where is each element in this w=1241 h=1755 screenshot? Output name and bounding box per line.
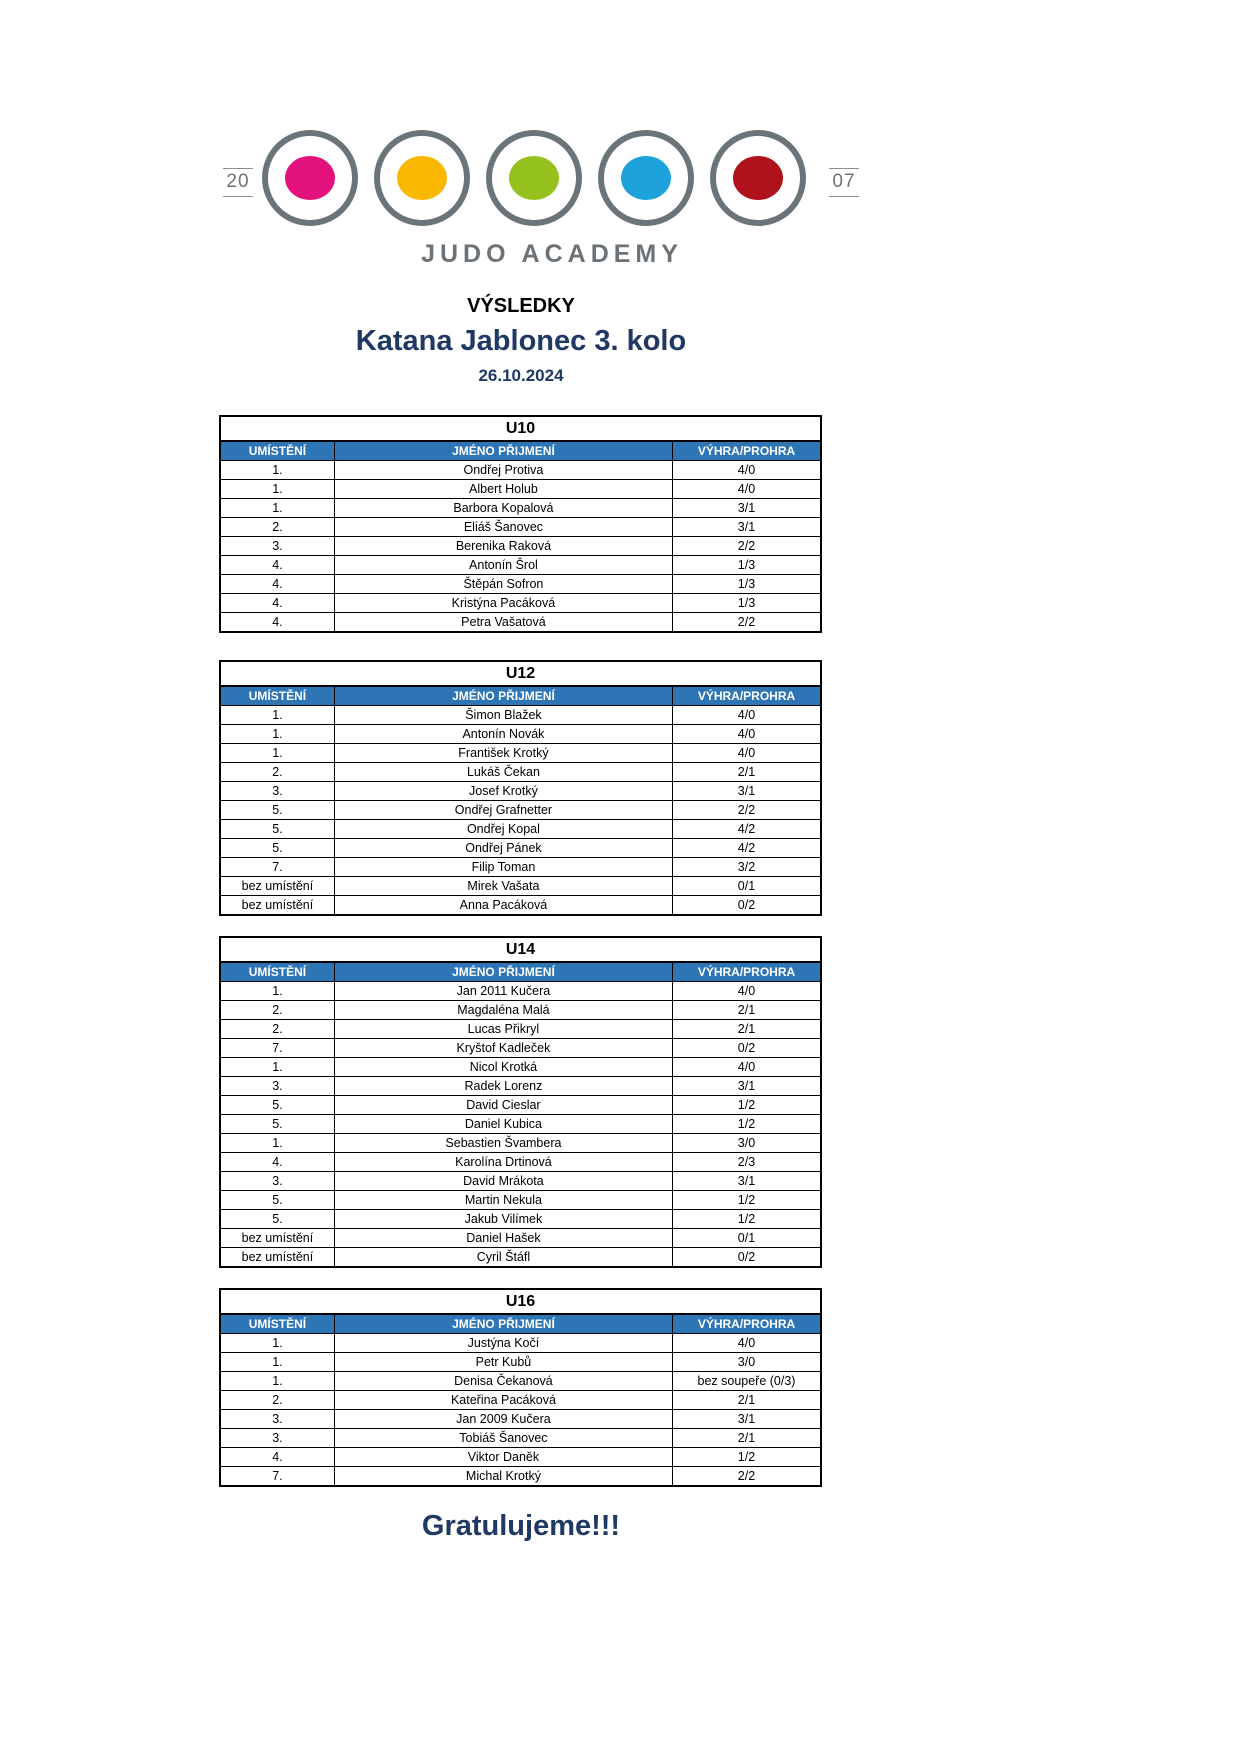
table-row bbox=[220, 461, 821, 480]
cell-place: 5. bbox=[220, 1210, 334, 1229]
logo-year-left: 20 bbox=[222, 168, 254, 197]
table-row bbox=[220, 1210, 821, 1229]
cell-place: 5. bbox=[220, 1115, 334, 1134]
event-title: Katana Jablonec 3. kolo bbox=[355, 325, 687, 357]
cell-score: 1/2 bbox=[673, 1191, 822, 1210]
cell-place: 4. bbox=[220, 575, 334, 594]
cell-place: 5. bbox=[220, 820, 334, 839]
cell-place: 3. bbox=[220, 537, 334, 556]
cell-place: bez umístění bbox=[220, 877, 334, 896]
table-row bbox=[220, 1229, 821, 1248]
cell-name: Jan 2011 Kučera bbox=[334, 982, 672, 1001]
column-header-name: JMÉNO PŘIJMENÍ bbox=[334, 962, 672, 982]
cell-name: Michal Krotký bbox=[334, 1467, 672, 1487]
cell-name: Ondřej Pánek bbox=[334, 839, 672, 858]
column-header-place: UMÍSTĚNÍ bbox=[220, 962, 334, 982]
cell-name: Jakub Vilímek bbox=[334, 1210, 672, 1229]
table-row bbox=[220, 1372, 821, 1391]
cell-name: Josef Krotký bbox=[334, 782, 672, 801]
table-row bbox=[220, 982, 821, 1001]
cell-score: 3/0 bbox=[673, 1353, 822, 1372]
table-row bbox=[220, 1353, 821, 1372]
cell-score: 2/2 bbox=[673, 801, 822, 820]
cell-name: David Mrákota bbox=[334, 1172, 672, 1191]
results-table-u12 bbox=[219, 660, 822, 916]
cell-name: Martin Nekula bbox=[334, 1191, 672, 1210]
cell-name: Lucas Přikryl bbox=[334, 1020, 672, 1039]
cell-place: 7. bbox=[220, 858, 334, 877]
cell-score: 2/3 bbox=[673, 1153, 822, 1172]
cell-place: 5. bbox=[220, 1191, 334, 1210]
cell-name: Kryštof Kadleček bbox=[334, 1039, 672, 1058]
cell-score: 2/1 bbox=[673, 1391, 822, 1410]
table-row bbox=[220, 1172, 821, 1191]
cell-score: 4/0 bbox=[673, 1058, 822, 1077]
cell-score: 4/0 bbox=[673, 725, 822, 744]
logo-ring-green bbox=[486, 130, 582, 226]
cell-score: 3/2 bbox=[673, 858, 822, 877]
cell-score: 2/2 bbox=[673, 613, 822, 633]
table-row bbox=[220, 556, 821, 575]
cell-place: 4. bbox=[220, 613, 334, 633]
cell-score: 3/1 bbox=[673, 782, 822, 801]
table-row bbox=[220, 1020, 821, 1039]
cell-name: Denisa Čekanová bbox=[334, 1372, 672, 1391]
cell-score: 0/2 bbox=[673, 1248, 822, 1268]
cell-name: Antonín Šrol bbox=[334, 556, 672, 575]
cell-place: 3. bbox=[220, 1410, 334, 1429]
cell-place: 3. bbox=[220, 1429, 334, 1448]
cell-name: Anna Pacáková bbox=[334, 896, 672, 916]
category-title: U12 bbox=[220, 661, 821, 686]
cell-place: 7. bbox=[220, 1039, 334, 1058]
cell-score: 0/1 bbox=[673, 877, 822, 896]
cell-score: 3/1 bbox=[673, 1077, 822, 1096]
table-row bbox=[220, 613, 821, 633]
cell-score: 2/2 bbox=[673, 537, 822, 556]
results-subtitle: VÝSLEDKY bbox=[467, 295, 575, 317]
judo-academy-logo bbox=[222, 128, 872, 278]
table-row bbox=[220, 896, 821, 916]
cell-score: 1/2 bbox=[673, 1096, 822, 1115]
table-row bbox=[220, 537, 821, 556]
cell-score: 4/2 bbox=[673, 839, 822, 858]
cell-score: 1/2 bbox=[673, 1115, 822, 1134]
cell-score: 0/1 bbox=[673, 1229, 822, 1248]
logo-text: JUDO ACADEMY bbox=[421, 240, 683, 268]
column-header-name: JMÉNO PŘIJMENÍ bbox=[334, 441, 672, 461]
cell-name: Barbora Kopalová bbox=[334, 499, 672, 518]
cell-name: Petr Kubů bbox=[334, 1353, 672, 1372]
cell-place: 2. bbox=[220, 1391, 334, 1410]
cell-name: Karolína Drtinová bbox=[334, 1153, 672, 1172]
cell-score: 4/0 bbox=[673, 982, 822, 1001]
cell-name: Tobiáš Šanovec bbox=[334, 1429, 672, 1448]
cell-name: Sebastien Švambera bbox=[334, 1134, 672, 1153]
cell-place: 1. bbox=[220, 499, 334, 518]
cell-name: Albert Holub bbox=[334, 480, 672, 499]
logo-year-right: 07 bbox=[828, 168, 860, 197]
cell-score: 4/0 bbox=[673, 706, 822, 725]
cell-name: Antonín Novák bbox=[334, 725, 672, 744]
cell-name: Lukáš Čekan bbox=[334, 763, 672, 782]
cell-score: 4/0 bbox=[673, 461, 822, 480]
cell-score: 1/3 bbox=[673, 556, 822, 575]
cell-name: Kristýna Pacáková bbox=[334, 594, 672, 613]
column-header-score: VÝHRA/PROHRA bbox=[673, 1314, 822, 1334]
table-row bbox=[220, 594, 821, 613]
cell-score: 0/2 bbox=[673, 1039, 822, 1058]
table-row bbox=[220, 1001, 821, 1020]
results-table-u10 bbox=[219, 415, 822, 633]
logo-ring-pink bbox=[262, 130, 358, 226]
cell-place: bez umístění bbox=[220, 1229, 334, 1248]
table-row bbox=[220, 1334, 821, 1353]
cell-score: 3/1 bbox=[673, 1410, 822, 1429]
column-header-place: UMÍSTĚNÍ bbox=[220, 1314, 334, 1334]
cell-score: 3/1 bbox=[673, 499, 822, 518]
cell-name: Cyril Štáfl bbox=[334, 1248, 672, 1268]
cell-name: Jan 2009 Kučera bbox=[334, 1410, 672, 1429]
cell-name: Filip Toman bbox=[334, 858, 672, 877]
cell-place: 1. bbox=[220, 725, 334, 744]
table-row bbox=[220, 1448, 821, 1467]
cell-name: Štěpán Sofron bbox=[334, 575, 672, 594]
table-row bbox=[220, 725, 821, 744]
cell-place: 5. bbox=[220, 839, 334, 858]
cell-score: 2/1 bbox=[673, 1001, 822, 1020]
cell-place: 1. bbox=[220, 1334, 334, 1353]
cell-name: Radek Lorenz bbox=[334, 1077, 672, 1096]
cell-score: 3/1 bbox=[673, 518, 822, 537]
cell-place: 3. bbox=[220, 782, 334, 801]
cell-name: Ondřej Kopal bbox=[334, 820, 672, 839]
cell-place: bez umístění bbox=[220, 1248, 334, 1268]
cell-score: 2/1 bbox=[673, 763, 822, 782]
table-row bbox=[220, 1096, 821, 1115]
cell-place: 4. bbox=[220, 1448, 334, 1467]
category-title: U10 bbox=[220, 416, 821, 441]
table-row bbox=[220, 1429, 821, 1448]
cell-score: 4/2 bbox=[673, 820, 822, 839]
cell-place: 4. bbox=[220, 594, 334, 613]
cell-place: 1. bbox=[220, 1353, 334, 1372]
table-row bbox=[220, 1191, 821, 1210]
cell-place: 4. bbox=[220, 556, 334, 575]
cell-score: 1/3 bbox=[673, 575, 822, 594]
cell-name: Ondřej Protiva bbox=[334, 461, 672, 480]
event-date: 26.10.2024 bbox=[478, 366, 564, 385]
table-row bbox=[220, 1467, 821, 1487]
cell-name: Daniel Kubica bbox=[334, 1115, 672, 1134]
table-row bbox=[220, 744, 821, 763]
cell-place: 1. bbox=[220, 1372, 334, 1391]
cell-name: David Cieslar bbox=[334, 1096, 672, 1115]
column-header-score: VÝHRA/PROHRA bbox=[673, 962, 822, 982]
cell-place: 1. bbox=[220, 480, 334, 499]
table-row bbox=[220, 1115, 821, 1134]
cell-name: Berenika Raková bbox=[334, 537, 672, 556]
cell-score: 4/0 bbox=[673, 744, 822, 763]
logo-ring-red bbox=[710, 130, 806, 226]
table-row bbox=[220, 499, 821, 518]
cell-place: 1. bbox=[220, 1058, 334, 1077]
table-row bbox=[220, 801, 821, 820]
table-row bbox=[220, 1039, 821, 1058]
cell-place: 1. bbox=[220, 1134, 334, 1153]
cell-score: 0/2 bbox=[673, 896, 822, 916]
cell-place: 2. bbox=[220, 518, 334, 537]
column-header-score: VÝHRA/PROHRA bbox=[673, 441, 822, 461]
cell-place: 3. bbox=[220, 1077, 334, 1096]
table-row bbox=[220, 1058, 821, 1077]
cell-name: Mirek Vašata bbox=[334, 877, 672, 896]
table-row bbox=[220, 877, 821, 896]
cell-name: Petra Vašatová bbox=[334, 613, 672, 633]
table-row bbox=[220, 858, 821, 877]
cell-name: Kateřina Pacáková bbox=[334, 1391, 672, 1410]
cell-place: 7. bbox=[220, 1467, 334, 1487]
cell-place: 2. bbox=[220, 763, 334, 782]
table-row bbox=[220, 1134, 821, 1153]
table-row bbox=[220, 706, 821, 725]
cell-place: 3. bbox=[220, 1172, 334, 1191]
cell-place: 1. bbox=[220, 706, 334, 725]
table-row bbox=[220, 518, 821, 537]
table-row bbox=[220, 1248, 821, 1268]
cell-name: Viktor Daněk bbox=[334, 1448, 672, 1467]
table-row bbox=[220, 575, 821, 594]
cell-name: Šimon Blažek bbox=[334, 706, 672, 725]
cell-score: 3/0 bbox=[673, 1134, 822, 1153]
results-table-u16 bbox=[219, 1288, 822, 1487]
table-row bbox=[220, 480, 821, 499]
category-title: U16 bbox=[220, 1289, 821, 1314]
cell-name: Daniel Hašek bbox=[334, 1229, 672, 1248]
cell-score: 1/2 bbox=[673, 1448, 822, 1467]
cell-name: Ondřej Grafnetter bbox=[334, 801, 672, 820]
cell-score: 2/2 bbox=[673, 1467, 822, 1487]
cell-score: 1/3 bbox=[673, 594, 822, 613]
cell-score: 1/2 bbox=[673, 1210, 822, 1229]
cell-name: Magdaléna Malá bbox=[334, 1001, 672, 1020]
table-row bbox=[220, 1153, 821, 1172]
column-header-score: VÝHRA/PROHRA bbox=[673, 686, 822, 706]
cell-name: Nicol Krotká bbox=[334, 1058, 672, 1077]
cell-score: 3/1 bbox=[673, 1172, 822, 1191]
cell-score: 2/1 bbox=[673, 1020, 822, 1039]
logo-ring-blue bbox=[598, 130, 694, 226]
cell-place: 1. bbox=[220, 744, 334, 763]
cell-place: 5. bbox=[220, 801, 334, 820]
cell-score: 2/1 bbox=[673, 1429, 822, 1448]
cell-place: 4. bbox=[220, 1153, 334, 1172]
column-header-place: UMÍSTĚNÍ bbox=[220, 686, 334, 706]
cell-place: 2. bbox=[220, 1020, 334, 1039]
table-row bbox=[220, 763, 821, 782]
table-row bbox=[220, 820, 821, 839]
cell-place: 1. bbox=[220, 461, 334, 480]
cell-score: 4/0 bbox=[673, 1334, 822, 1353]
cell-place: 2. bbox=[220, 1001, 334, 1020]
table-row bbox=[220, 1410, 821, 1429]
cell-name: František Krotký bbox=[334, 744, 672, 763]
table-row bbox=[220, 1077, 821, 1096]
column-header-name: JMÉNO PŘIJMENÍ bbox=[334, 1314, 672, 1334]
results-table-u14 bbox=[219, 936, 822, 1268]
column-header-name: JMÉNO PŘIJMENÍ bbox=[334, 686, 672, 706]
cell-place: bez umístění bbox=[220, 896, 334, 916]
congratulations-text: Gratulujeme!!! bbox=[421, 1510, 621, 1542]
column-header-place: UMÍSTĚNÍ bbox=[220, 441, 334, 461]
cell-score: bez soupeře (0/3) bbox=[673, 1372, 822, 1391]
cell-place: 1. bbox=[220, 982, 334, 1001]
cell-score: 4/0 bbox=[673, 480, 822, 499]
table-row bbox=[220, 1391, 821, 1410]
table-row bbox=[220, 839, 821, 858]
cell-name: Justýna Kočí bbox=[334, 1334, 672, 1353]
category-title: U14 bbox=[220, 937, 821, 962]
cell-place: 5. bbox=[220, 1096, 334, 1115]
cell-name: Eliáš Šanovec bbox=[334, 518, 672, 537]
logo-ring-yellow bbox=[374, 130, 470, 226]
table-row bbox=[220, 782, 821, 801]
